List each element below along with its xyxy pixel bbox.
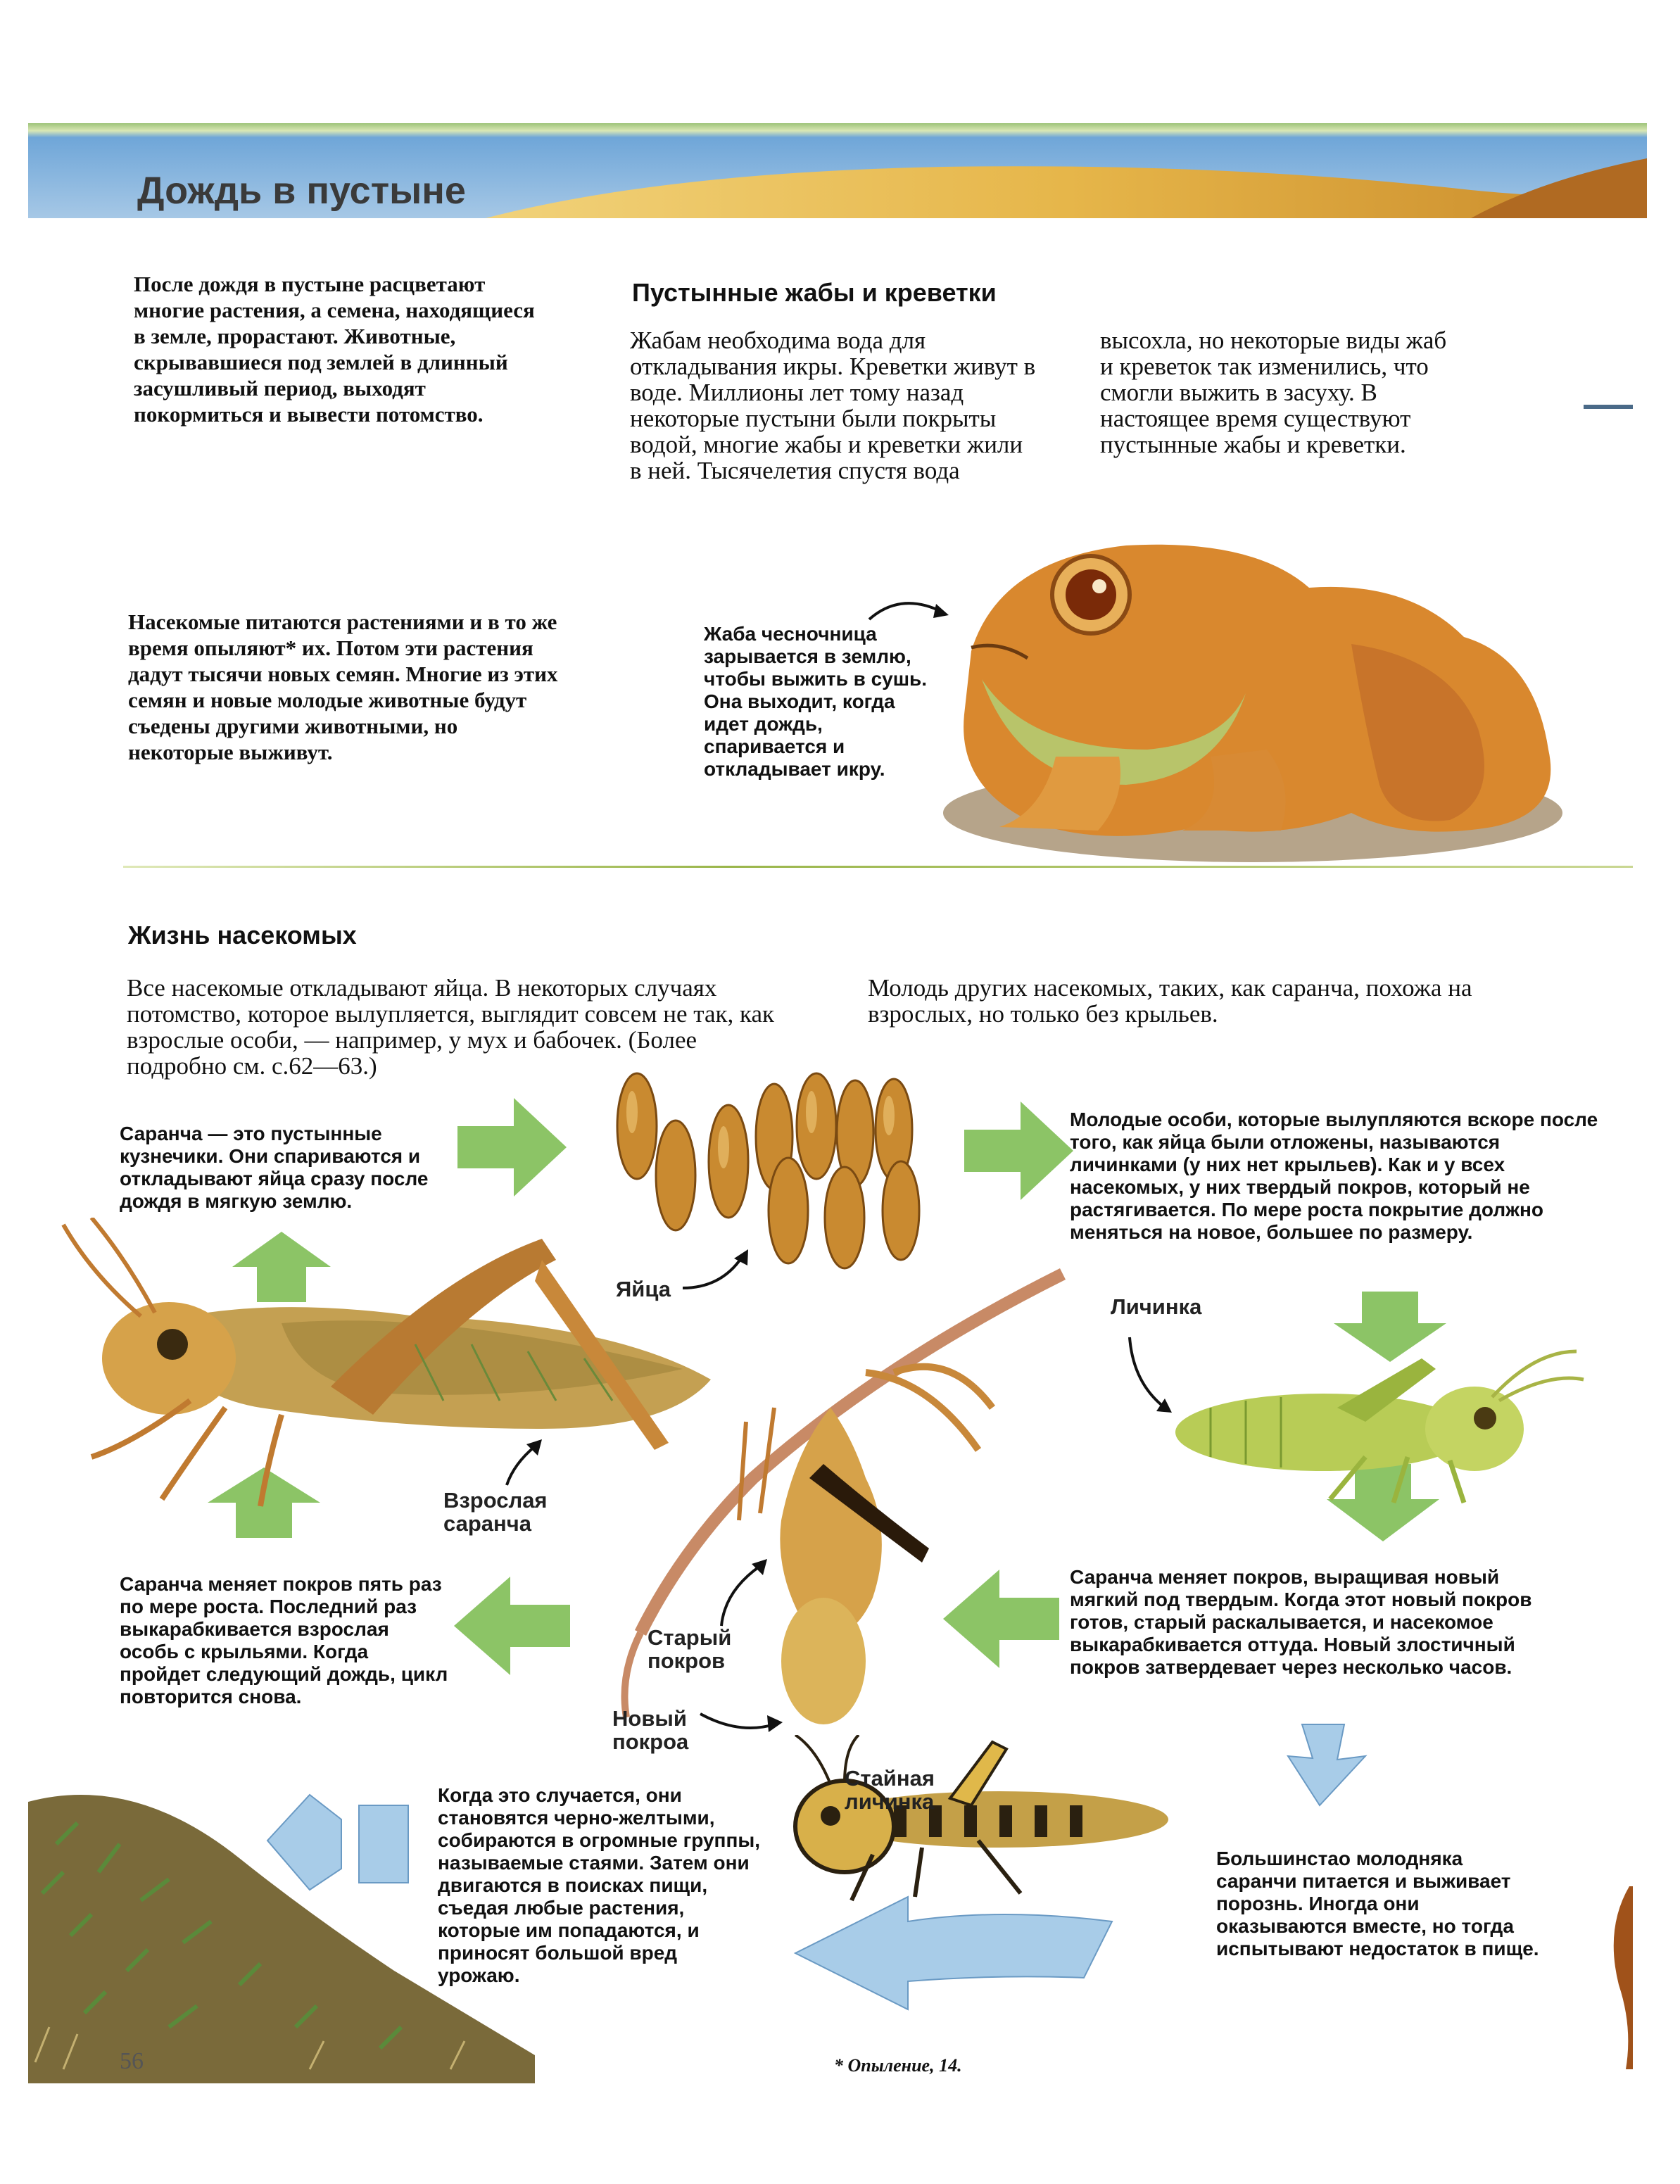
insects-column-2: Молодь других насекомых, таких, как саранча, похожа на взрослых, но только без крыльев.: [868, 974, 1472, 1028]
toads-column-1: Жабам необходима вода для откладывания икры. Креветки живут в воде. Миллионы лет тому назад некоторые пустыни были покрыты водой, многие жабы и креветки жили в ней. Тысячелетия спустя вода: [630, 327, 1036, 484]
swarm-nymph-label: Стайная личинка: [845, 1766, 935, 1814]
edge-illustration-fragment: [1605, 1886, 1633, 2069]
blue-arrow-left-curved-icon: [788, 1893, 1119, 2013]
locust-intro-text: Саранча — это пустынные кузнечики. Они спариваются и откладывают яйца сразу после дождя в мягкую землю.: [120, 1123, 429, 1212]
arrow-right-to-eggs-icon: [450, 1094, 570, 1200]
swarm-grass-illustration: [28, 1760, 535, 2083]
insects-column-1: Все насекомые откладывают яйца. В некоторых случаях потомство, которое вылупляется, выглядит совсем не так, как взрослые особи, — например, у мух и бабочек. (Более подробно см. с.62—63.): [127, 974, 775, 1080]
intro-paragraph-1: После дождя в пустыне расцветают многие растения, а семена, находящиеся в земле, прорастают. Животные, скрывавшиеся под землей в длинный засушливый период, выходят покормиться и вывести потомство.: [134, 272, 535, 427]
nymphs-text: [1070, 1109, 1605, 1244]
old-skin-label: Старый покров: [648, 1625, 732, 1673]
blue-arrow-down-icon: [1281, 1717, 1401, 1809]
toad-caption-arrow-icon: [866, 591, 957, 633]
nymph-illustration: [1154, 1344, 1591, 1506]
toads-column-2: высохла, но некоторые виды жаб и креветок так изменились, что смогли выжить в засуху. В настоящее время существуют пустынные жабы и креветки.: [1100, 327, 1447, 458]
toads-heading: Пустынные жабы и креветки: [632, 278, 997, 307]
nymphs-term: личинками: [1070, 1154, 1177, 1175]
molt-text: Саранча меняет покров пять раз по мере роста. Последний раз выкарабкивается взрослая особь с крыльями. Когда пройдет следующий дождь, цикл повторится снова.: [120, 1573, 448, 1708]
swarm-text-part-1: Когда это случается, они становятся черно-желтыми, собираются в огромные группы, называемые: [438, 1784, 761, 1874]
nymphs-text-part-2: (у них нет крыльев). Как и у всех насекомых, у них твердый покров, который не растягивается. По мере роста покрытие должно меняться на новое, большее по размеру.: [1070, 1154, 1543, 1243]
intro-paragraph-2: Насекомые питаются растениями и в то же время опыляют* их. Потом эти растения дадут тысячи новых семян. Многие из этих семян и новые молодые животные будут съедены другими животными, но некоторые выживут.: [128, 610, 558, 764]
adult-label: Взрослая саранча: [443, 1488, 548, 1536]
page-number: 56: [120, 2048, 144, 2074]
nymph-label-arrow-icon: [1123, 1334, 1179, 1418]
shed-text: Саранча меняет покров, выращивая новый мягкий под твердым. Когда этот новый покров готов, старый раскалывается, и насекомое выкарабкивается оттуда. Новый злостичный покров затвердевает через несколько часов.: [1070, 1566, 1532, 1678]
nymphs-text-part-1: Молодые особи, которые вылупляются вскоре после того, как яйца были отложены, называются: [1070, 1109, 1598, 1153]
footnote: * Опыление, 14.: [834, 2055, 962, 2076]
swarm-term: стаями.: [569, 1852, 645, 1874]
swarm-nymph-illustration: [767, 1735, 1189, 1904]
new-skin-label: Новый покроа: [612, 1706, 689, 1754]
molting-locust-illustration: [598, 1267, 1077, 1760]
toad-illustration: [915, 517, 1591, 869]
edge-mark: [1584, 405, 1633, 409]
arrow-left-to-molt-text-icon: [450, 1573, 574, 1679]
nymph-label: Личинка: [1111, 1294, 1202, 1319]
toad-caption: Жаба чесночница зарывается в землю, чтобы выжить в сушь. Она выходит, когда идет дождь, спаривается и откладывает икру.: [704, 623, 928, 780]
solitary-text: Большинстао молодняка саранчи питается и выживает порознь. Иногда они оказываются вместе, но тогда испытывают недостаток в пище.: [1216, 1848, 1539, 1959]
swarm-text-part-2: Затем они двигаются в поисках пищи, съедая любые растения, которые им попадаются, и приносят большой вред урожаю.: [438, 1852, 750, 1986]
page-title: Дождь в пустыне: [137, 170, 466, 212]
old-skin-arrow-icon: [711, 1555, 774, 1633]
insects-heading: Жизнь насекомых: [128, 921, 357, 949]
eggs-label: Яйца: [616, 1277, 671, 1301]
adult-label-arrow-icon: [493, 1436, 549, 1492]
section-divider: [123, 866, 1633, 868]
